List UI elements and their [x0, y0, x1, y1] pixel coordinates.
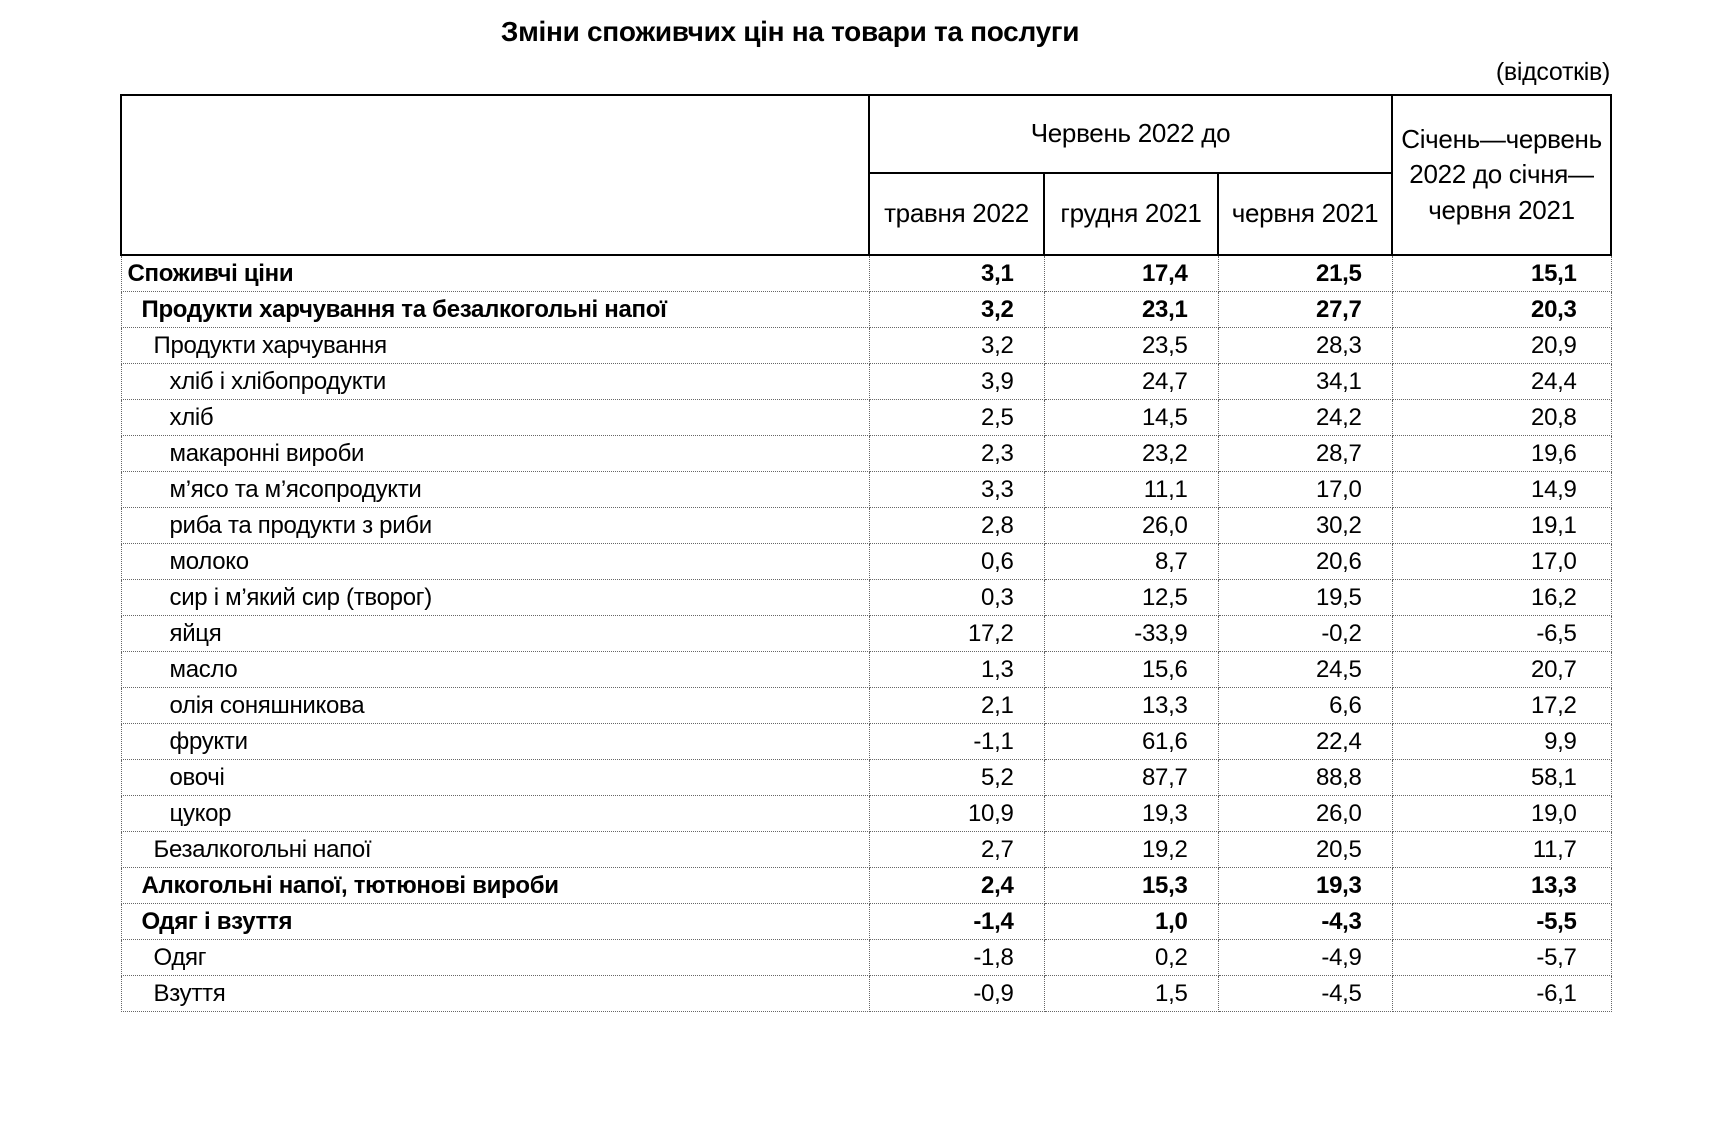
table-body	[121, 255, 1611, 1012]
row-label: Продукти харчування та безалкогольні напої	[121, 292, 869, 328]
table-row	[121, 688, 1611, 724]
row-value: 1,0	[1044, 904, 1218, 940]
table-row	[121, 760, 1611, 796]
row-value: 3,2	[869, 292, 1044, 328]
row-label: риба та продукти з риби	[121, 508, 869, 544]
row-label: Продукти харчування	[121, 328, 869, 364]
row-value: 2,1	[869, 688, 1044, 724]
row-value: 87,7	[1044, 760, 1218, 796]
row-value: 20,9	[1392, 328, 1611, 364]
row-label: Одяг і взуття	[121, 904, 869, 940]
table-row	[121, 904, 1611, 940]
row-label: сир і м’який сир (творог)	[121, 580, 869, 616]
row-value: -6,5	[1392, 616, 1611, 652]
table-row	[121, 472, 1611, 508]
row-value: 30,2	[1218, 508, 1392, 544]
row-value: 26,0	[1218, 796, 1392, 832]
row-label: хліб і хлібопродукти	[121, 364, 869, 400]
row-value: 14,5	[1044, 400, 1218, 436]
row-value: -6,1	[1392, 976, 1611, 1012]
row-value: 14,9	[1392, 472, 1611, 508]
row-value: 24,7	[1044, 364, 1218, 400]
row-value: -1,4	[869, 904, 1044, 940]
table-row	[121, 364, 1611, 400]
row-value: 9,9	[1392, 724, 1611, 760]
row-value: 58,1	[1392, 760, 1611, 796]
row-value: 15,1	[1392, 255, 1611, 292]
table-row	[121, 868, 1611, 904]
row-value: 27,7	[1218, 292, 1392, 328]
row-label: овочі	[121, 760, 869, 796]
row-value: 15,3	[1044, 868, 1218, 904]
row-label: макаронні вироби	[121, 436, 869, 472]
row-label: яйця	[121, 616, 869, 652]
table-row	[121, 292, 1611, 328]
row-value: 2,8	[869, 508, 1044, 544]
page-title: Зміни споживчих цін на товари та послуги	[500, 16, 1080, 47]
row-value: -0,2	[1218, 616, 1392, 652]
row-value: 8,7	[1044, 544, 1218, 580]
table-row	[121, 580, 1611, 616]
row-value: 3,1	[869, 255, 1044, 292]
price-table	[120, 94, 1612, 1012]
row-value: 19,2	[1044, 832, 1218, 868]
header-col-may-2022: травня 2022	[869, 173, 1044, 255]
row-value: 13,3	[1392, 868, 1611, 904]
row-value: 1,3	[869, 652, 1044, 688]
row-value: 0,3	[869, 580, 1044, 616]
table-row	[121, 328, 1611, 364]
row-value: 28,7	[1218, 436, 1392, 472]
row-label: Алкогольні напої, тютюнові вироби	[121, 868, 869, 904]
row-value: 24,4	[1392, 364, 1611, 400]
row-value: 21,5	[1218, 255, 1392, 292]
row-value: 1,5	[1044, 976, 1218, 1012]
row-value: 15,6	[1044, 652, 1218, 688]
row-value: 13,3	[1044, 688, 1218, 724]
row-value: 12,5	[1044, 580, 1218, 616]
row-value: 17,0	[1392, 544, 1611, 580]
unit-note: (відсотків)	[1495, 58, 1610, 86]
row-value: 6,6	[1218, 688, 1392, 724]
row-value: 20,7	[1392, 652, 1611, 688]
row-value: 20,5	[1218, 832, 1392, 868]
table-row	[121, 508, 1611, 544]
row-value: -1,8	[869, 940, 1044, 976]
row-value: 2,3	[869, 436, 1044, 472]
row-value: 22,4	[1218, 724, 1392, 760]
row-value: 20,3	[1392, 292, 1611, 328]
row-value: 17,2	[869, 616, 1044, 652]
row-value: 17,2	[1392, 688, 1611, 724]
row-value: 0,6	[869, 544, 1044, 580]
table-header	[121, 95, 1611, 255]
row-label: масло	[121, 652, 869, 688]
row-value: 88,8	[1218, 760, 1392, 796]
row-value: 19,0	[1392, 796, 1611, 832]
table-row	[121, 436, 1611, 472]
table-row	[121, 796, 1611, 832]
row-value: 28,3	[1218, 328, 1392, 364]
row-label: Безалкогольні напої	[121, 832, 869, 868]
row-value: 34,1	[1218, 364, 1392, 400]
row-value: 61,6	[1044, 724, 1218, 760]
row-value: 24,5	[1218, 652, 1392, 688]
row-value: 23,5	[1044, 328, 1218, 364]
row-value: -1,1	[869, 724, 1044, 760]
header-last-column: Січень—червень 2022 до січня—червня 2021	[1392, 95, 1611, 255]
row-value: 20,6	[1218, 544, 1392, 580]
row-value: 19,5	[1218, 580, 1392, 616]
row-value: -5,5	[1392, 904, 1611, 940]
row-value: 23,1	[1044, 292, 1218, 328]
row-value: -0,9	[869, 976, 1044, 1012]
row-value: 3,9	[869, 364, 1044, 400]
row-value: 3,2	[869, 328, 1044, 364]
row-value: -33,9	[1044, 616, 1218, 652]
table-row	[121, 724, 1611, 760]
table-row	[121, 255, 1611, 292]
header-col-jun-2021: червня 2021	[1218, 173, 1392, 255]
row-value: 17,0	[1218, 472, 1392, 508]
row-label: фрукти	[121, 724, 869, 760]
row-label: цукор	[121, 796, 869, 832]
row-value: -4,3	[1218, 904, 1392, 940]
table-row	[121, 616, 1611, 652]
row-value: 11,1	[1044, 472, 1218, 508]
row-value: 2,5	[869, 400, 1044, 436]
row-value: 2,7	[869, 832, 1044, 868]
row-label: олія соняшникова	[121, 688, 869, 724]
row-value: 19,3	[1044, 796, 1218, 832]
row-value: 2,4	[869, 868, 1044, 904]
table-row	[121, 400, 1611, 436]
header-group: Червень 2022 до	[869, 95, 1392, 173]
row-value: 11,7	[1392, 832, 1611, 868]
row-label: м’ясо та м’ясопродукти	[121, 472, 869, 508]
row-value: 0,2	[1044, 940, 1218, 976]
row-value: 26,0	[1044, 508, 1218, 544]
row-value: 10,9	[869, 796, 1044, 832]
table-row	[121, 940, 1611, 976]
row-value: -5,7	[1392, 940, 1611, 976]
row-value: -4,9	[1218, 940, 1392, 976]
table-row	[121, 652, 1611, 688]
row-value: 24,2	[1218, 400, 1392, 436]
row-value: 17,4	[1044, 255, 1218, 292]
row-label: молоко	[121, 544, 869, 580]
row-value: 23,2	[1044, 436, 1218, 472]
row-value: -4,5	[1218, 976, 1392, 1012]
row-value: 16,2	[1392, 580, 1611, 616]
table-row	[121, 976, 1611, 1012]
header-col-dec-2021: грудня 2021	[1044, 173, 1218, 255]
row-value: 19,3	[1218, 868, 1392, 904]
row-label: Споживчі ціни	[121, 255, 869, 292]
table-row	[121, 544, 1611, 580]
row-value: 5,2	[869, 760, 1044, 796]
row-value: 20,8	[1392, 400, 1611, 436]
table-row	[121, 832, 1611, 868]
row-label: Взуття	[121, 976, 869, 1012]
corner-cell	[121, 95, 869, 255]
row-value: 19,6	[1392, 436, 1611, 472]
row-value: 19,1	[1392, 508, 1611, 544]
row-label: Одяг	[121, 940, 869, 976]
row-label: хліб	[121, 400, 869, 436]
row-value: 3,3	[869, 472, 1044, 508]
